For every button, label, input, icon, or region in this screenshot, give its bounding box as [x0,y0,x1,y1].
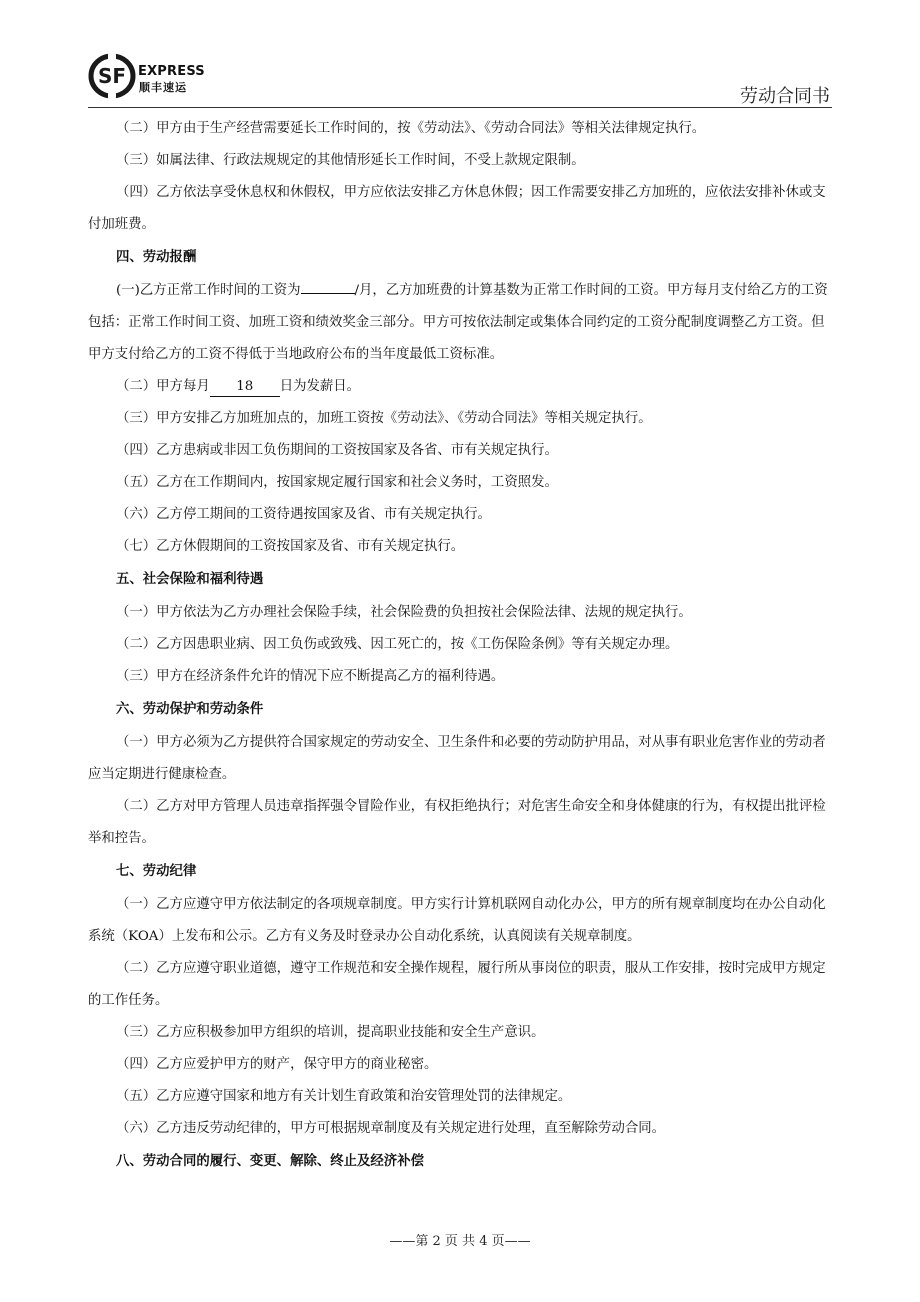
document-title: 劳动合同书 [740,86,830,107]
section-heading-8: 八、劳动合同的履行、变更、解除、终止及经济补偿 [116,1154,424,1169]
clause-pay-5: （五）乙方在工作期间内，按国家规定履行国家和社会义务时，工资照发。 [116,475,558,490]
clause-pay-2-rest: 日为发薪日。 [279,379,361,394]
clause-pay-3: （三）甲方安排乙方加班加点的，加班工资按《劳动法》、《劳动合同法》等相关规定执行。 [116,411,652,426]
section-heading-5: 五、社会保险和福利待遇 [116,572,264,587]
clause-pay-1-rest: /月，乙方加班费的计算基数为正常工作时间的工资。甲方每月支付给乙方的工资包括：正常工作时间工资、加班工资和绩效奖金三部分。甲方可按依法制定或集体合同约定的工资分配制度调整乙方工资。但甲方支付给乙方的工资不得低于当地政府公布的当年度最低工资标准。 [88,283,828,362]
clause-protection-2: （二）乙方对甲方管理人员违章指挥强令冒险作业，有权拒绝执行；对危害生命安全和身体健康的行为，有权提出批评检举和控告。 [88,799,826,846]
clause-pay-2-lead: （二）甲方每月 [116,379,210,394]
clause-pay-1-lead: (一)乙方正常工作时间的工资为 [116,283,301,298]
salary-blank [301,293,355,294]
section-heading-7: 七、劳动纪律 [116,864,197,879]
section-heading-4: 四、劳动报酬 [116,250,197,265]
clause-hours-3: （三）如属法律、行政法规规定的其他情形延长工作时间，不受上款规定限制。 [116,153,585,168]
clause-hours-4: （四）乙方依法享受休息权和休假权，甲方应依法安排乙方休息休假；因工作需要安排乙方加班的，应依法安排补休或支付加班费。 [88,185,826,232]
sf-express-logo [88,52,204,102]
clause-pay-4: （四）乙方患病或非因工负伤期间的工资按国家及各省、市有关规定执行。 [116,443,558,458]
clause-pay-2 [88,371,832,403]
page-number-footer: ——第 2 页 共 4 页—— [389,1234,531,1249]
header-divider [88,107,832,108]
sf-logo-icon [88,52,136,100]
clause-insurance-1: （一）甲方依法为乙方办理社会保险手续，社会保险费的负担按社会保险法律、法规的规定执行。 [116,605,692,620]
clause-hours-2: （二）甲方由于生产经营需要延长工作时间的，按《劳动法》、《劳动合同法》等相关法律规定执行。 [116,121,706,136]
clause-insurance-2: （二）乙方因患职业病、因工负伤或致残、因工死亡的，按《工伤保险条例》等有关规定办理。 [116,637,679,652]
clause-discipline-4: （四）乙方应爱护甲方的财产，保守甲方的商业秘密。 [116,1057,438,1072]
clause-protection-1: （一）甲方必须为乙方提供符合国家规定的劳动安全、卫生条件和必要的劳动防护用品，对从事有职业危害作业的劳动者应当定期进行健康检查。 [88,735,826,782]
clause-discipline-2: （二）乙方应遵守职业道德，遵守工作规范和安全操作规程，履行所从事岗位的职责，服从工作安排，按时完成甲方规定的工作任务。 [88,961,826,1008]
clause-discipline-1: （一）乙方应遵守甲方依法制定的各项规章制度。甲方实行计算机联网自动化办公，甲方的所有规章制度均在办公自动化系统（KOA）上发布和公示。乙方有义务及时登录办公自动化系统，认真阅读有关规章制度。 [88,897,826,944]
clause-pay-7: （七）乙方休假期间的工资按国家及省、市有关规定执行。 [116,539,465,554]
payday-value: 18 [210,378,280,397]
section-heading-6: 六、劳动保护和劳动条件 [116,702,264,717]
brand-name-en: EXPRESS [138,64,205,79]
clause-discipline-3: （三）乙方应积极参加甲方组织的培训，提高职业技能和安全生产意识。 [116,1025,545,1040]
clause-insurance-3: （三）甲方在经济条件允许的情况下应不断提高乙方的福利待遇。 [116,669,505,684]
brand-name-cn: 顺丰速运 [139,81,187,94]
document-body [88,113,832,1179]
clause-pay-1 [88,275,832,371]
clause-discipline-6: （六）乙方违反劳动纪律的，甲方可根据规章制度及有关规定进行处理，直至解除劳动合同。 [116,1121,666,1136]
clause-discipline-5: （五）乙方应遵守国家和地方有关计划生育政策和治安管理处罚的法律规定。 [116,1089,572,1104]
logo-letters: SF [97,64,127,88]
clause-pay-6: （六）乙方停工期间的工资待遇按国家及省、市有关规定执行。 [116,507,491,522]
